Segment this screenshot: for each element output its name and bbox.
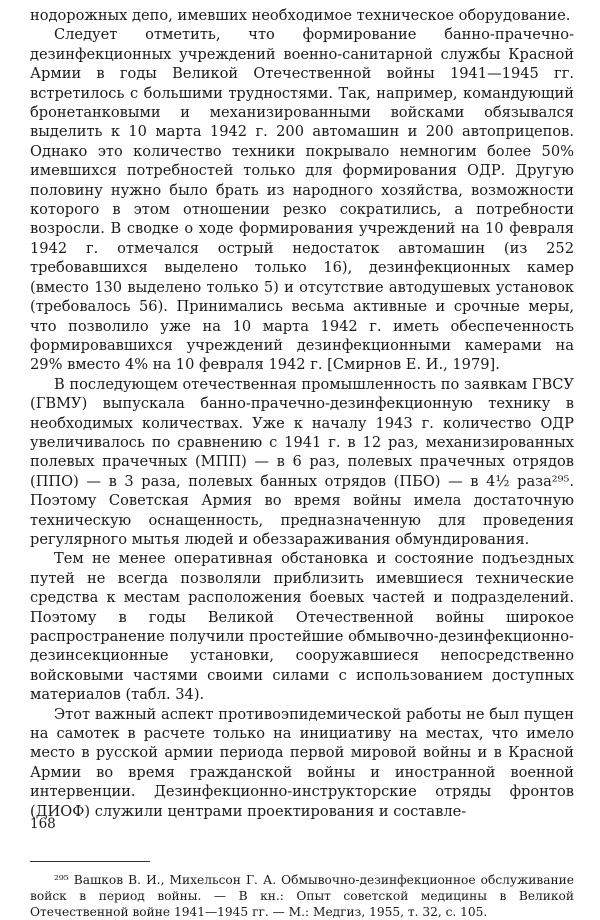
page-body xyxy=(30,6,574,920)
paragraph-field-installations: Тем не менее оперативная обстановка и состояние подъездных путей не всегда позволяли приблизить имевшиеся технические средства к местам расположения боевых частей и подразделений. Поэтому в годы Великой Отечественной войны широкое распространение получили простейшие обмывочно-дезинфекционно-дезинсекционные установки, сооружавшиеся непосредственно войсковыми частями своими силами с использованием доступных материалов (табл. 34). xyxy=(30,550,574,704)
footnote-295: ²⁹⁵ Вашков В. И., Михельсон Г. А. Обмывочно-дезинфекционное обслуживание войск в период войны. — В кн.: Опыт советской медицины в Великой Отечественной войне 1941—1945 гг. — М.: Медгиз, 1955, т. 32, с. 105. xyxy=(30,873,574,920)
paragraph-continuation: нодорожных депо, имевших необходимое техническое оборудование. xyxy=(30,7,571,24)
paragraph-formation-difficulties: Следует отметить, что формирование банно-прачечно-дезинфекционных учреждений военно-санитарной службы Красной Армии в годы Великой Отечественной войны 1941—1945 гг. встретилось с большими трудностями. Так, например, командующий бронетанковыми и механизированными войсками обязывался выделить к 10 марта 1942 г. 200 автомашин и 200 автоприцепов. Однако это количество техники покрывало немногим более 50% имевшихся потребностей только для формирования ОДР. Другую половину нужно было брать из народного хозяйства, возможности которого в этом отношении резко сократились, а потребности возросли. В сводке о ходе формирования учреждений на 10 февраля 1942 г. отмечался острый недостаток автомашин (из 252 требовавшихся выделено только 16), дезинфекционных камер (вместо 130 выделено только 5) и отсутствие автодушевых установок (требовалось 56). Принимались весьма активные и срочные меры, что позволило уже на 10 марта 1942 г. иметь обеспеченность формировавшихся учреждений дезинфекционными камерами на 29% вместо 4% на 10 февраля 1942 г. [Смирнов Е. И., 1979]. xyxy=(30,26,574,374)
page-number: 168 xyxy=(30,816,56,832)
paragraph-antiepidemic-work: Этот важный аспект противоэпидемической работы не был пущен на самотек в расчете только на инициативу на местах, что имело место в русской армии периода первой мировой войны и в Красной Армии во время гражданской войны и иностранной военной интервенции. Дезинфекционно-инструкторские отряды фронтов (ДИОФ) служили центрами проектирования и составле- xyxy=(30,705,574,820)
paragraph-industry-supply: В последующем отечественная промышленность по заявкам ГВСУ (ГВМУ) выпускала банно-прачечно-дезинфекционную технику в необходимых количествах. Уже к началу 1943 г. количество ОДР увеличивалось по сравнению с 1941 г. в 12 раз, механизированных полевых прачечных (МПП) — в 6 раз, полевых прачечных отрядов (ППО) — в 3 раза, полевых банных отрядов (ПБО) — в 4½ раза²⁹⁵. Поэтому Советская Армия во время войны имела достаточную техническую оснащенность, предназначенную для проведения регулярного мытья людей и обеззараживания обмундирования. xyxy=(30,375,574,548)
footnote-divider xyxy=(30,861,150,862)
